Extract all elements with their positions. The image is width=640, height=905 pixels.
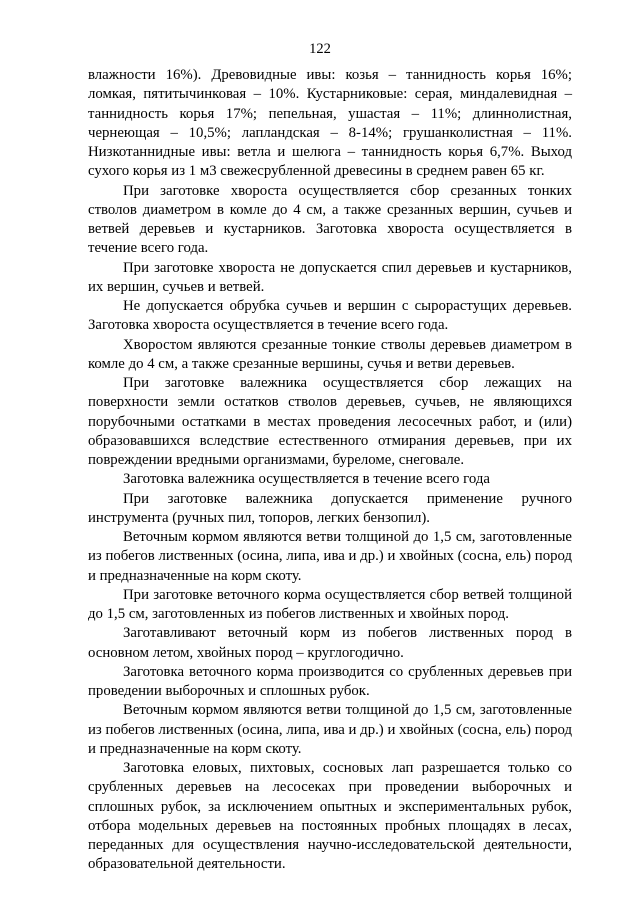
paragraph: Заготовка веточного корма производится со срубленных деревьев при проведении выборочных и сплошных рубок. (88, 663, 572, 699)
paragraph: При заготовке хвороста осуществляется сбор срезанных тонких стволов диаметром в комле до 4 см, а также срезанных вершин, сучьев и ветвей деревьев и кустарников. Заготовка хвороста осуществляется в течение всего года. (88, 182, 572, 257)
paragraph: При заготовке валежника допускается применение ручного инструмента (ручных пил, топоров, легких бензопил). (88, 490, 572, 526)
paragraph: Не допускается обрубка сучьев и вершин с сырорастущих деревьев. Заготовка хвороста осуществляется в течение всего года. (88, 298, 572, 334)
body-text (88, 66, 572, 875)
paragraph: При заготовке валежника осуществляется сбор лежащих на поверхности земли остатков стволов деревьев, сучьев, не являющихся порубочными остатками в местах проведения лесосечных работ, и (или) образовавшихся вследствие естественного отмирания деревьев, при их повреждении вредными организмами, буреломе, снеговале. (88, 375, 572, 468)
paragraph: Заготовка еловых, пихтовых, сосновых лап разрешается только со срубленных деревьев на лесосеках при проведении выборочных и сплошных рубок, за исключением опытных и экспериментальных рубок, отбора модельных деревьев на постоянных пробных площадях в лесах, переданных для осуществления научно-исследовательской деятельности, образовательной деятельности. (88, 760, 572, 873)
paragraph: влажности 16%). Древовидные ивы: козья – таннидность корья 16%; ломкая, пятитычинковая – 10%. Кустарниковые: серая, миндалевидная – таннидность корья 17%; пепельная, ушастая – 11%; длиннолистная, чернеющая – 10,5%; лапландская – 8-14%; грушанколистная – 11%. Низкотаннидные ивы: ветла и шелюга – таннидность корья 6,7%. Выход сухого корья из 1 м3 свежесрубленной древесины в среднем равен 65 кг. (88, 67, 572, 180)
paragraph: Заготовка валежника осуществляется в течение всего года (123, 471, 490, 488)
paragraph: Заготавливают веточный корм из побегов лиственных пород в основном летом, хвойных пород – круглогодично. (88, 625, 572, 661)
paragraph: Веточным кормом являются ветви толщиной до 1,5 см, заготовленные из побегов лиственных (осина, липа, ива и др.) и хвойных (сосна, ель) пород и предназначенные на корм скоту. (88, 702, 572, 757)
paragraph: При заготовке хвороста не допускается спил деревьев и кустарников, их вершин, сучьев и ветвей. (88, 259, 572, 295)
paragraph: Веточным кормом являются ветви толщиной до 1,5 см, заготовленные из побегов лиственных (осина, липа, ива и др.) и хвойных (сосна, ель) пород и предназначенные на корм скоту. (88, 529, 572, 584)
paragraph: Хворостом являются срезанные тонкие стволы деревьев диаметром в комле до 4 см, а также срезанные вершины, сучья и ветви деревьев. (88, 336, 572, 372)
page-number: 122 (309, 41, 331, 57)
paragraph: При заготовке веточного корма осуществляется сбор ветвей толщиной до 1,5 см, заготовленных из побегов лиственных и хвойных пород. (88, 586, 572, 622)
